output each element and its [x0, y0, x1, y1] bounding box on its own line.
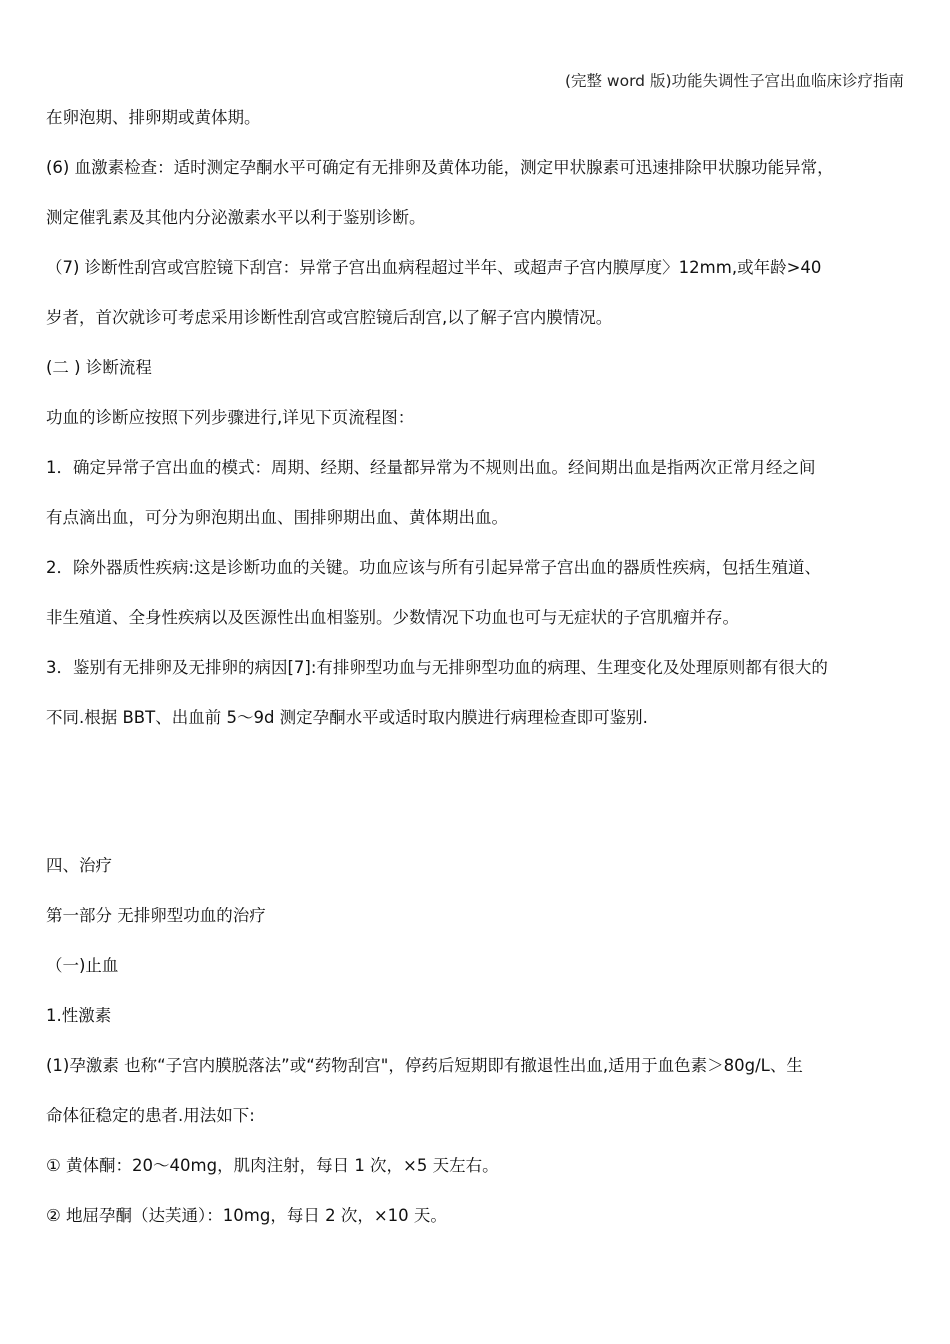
text-line: 3．鉴别有无排卵及无排卵的病因[7]:有排卵型功血与无排卵型功血的病理、生理变化及处理原则都有很大的	[46, 658, 828, 677]
text-line: 命体征稳定的患者.用法如下:	[46, 1106, 255, 1125]
section-heading: 1.性激素	[46, 1006, 112, 1025]
text-line: 测定催乳素及其他内分泌激素水平以利于鉴别诊断。	[46, 208, 426, 227]
text-line: （7) 诊断性刮宫或宫腔镜下刮宫：异常子宫出血病程超过半年、或超声子宫内膜厚度〉12mm,或年龄>40	[46, 258, 822, 277]
text-line: (1)孕激素 也称“子宫内膜脱落法”或“药物刮宫"，停药后短期即有撤退性出血,适用于血色素＞80g/L、生	[46, 1056, 803, 1075]
text-line: (6) 血激素检查：适时测定孕酮水平可确定有无排卵及黄体功能，测定甲状腺素可迅速排除甲状腺功能异常，	[46, 158, 834, 177]
text-line: ① 黄体酮：20～40mg，肌肉注射，每日 1 次，×5 天左右。	[46, 1156, 499, 1175]
text-line: 功血的诊断应按照下列步骤进行,详见下页流程图：	[46, 408, 415, 427]
text-line: 有点滴出血，可分为卵泡期出血、围排卵期出血、黄体期出血。	[46, 508, 508, 527]
text-line: 不同.根据 BBT、出血前 5～9d 测定孕酮水平或适时取内膜进行病理检查即可鉴别.	[46, 708, 648, 727]
section-heading: 第一部分 无排卵型功血的治疗	[46, 906, 266, 925]
text-line: 在卵泡期、排卵期或黄体期。	[46, 108, 261, 127]
text-line: 非生殖道、全身性疾病以及医源性出血相鉴别。少数情况下功血也可与无症状的子宫肌瘤并存。	[46, 608, 739, 627]
text-line: ② 地屈孕酮（达芙通）：10mg，每日 2 次，×10 天。	[46, 1206, 447, 1225]
text-line: 2．除外器质性疾病:这是诊断功血的关键。功血应该与所有引起异常子宫出血的器质性疾病，包括生殖道、	[46, 558, 822, 577]
section-heading: 四、治疗	[46, 856, 112, 875]
text-line: 岁者，首次就诊可考虑采用诊断性刮宫或宫腔镜后刮宫,以了解子宫内膜情况。	[46, 308, 613, 327]
section-heading: (二 ) 诊断流程	[46, 358, 152, 377]
section-heading: （一)止血	[46, 956, 119, 975]
text-line: 1．确定异常子宫出血的模式：周期、经期、经量都异常为不规则出血。经间期出血是指两次正常月经之间	[46, 458, 816, 477]
document-header: (完整 word 版)功能失调性子宫出血临床诊疗指南	[564, 72, 904, 90]
